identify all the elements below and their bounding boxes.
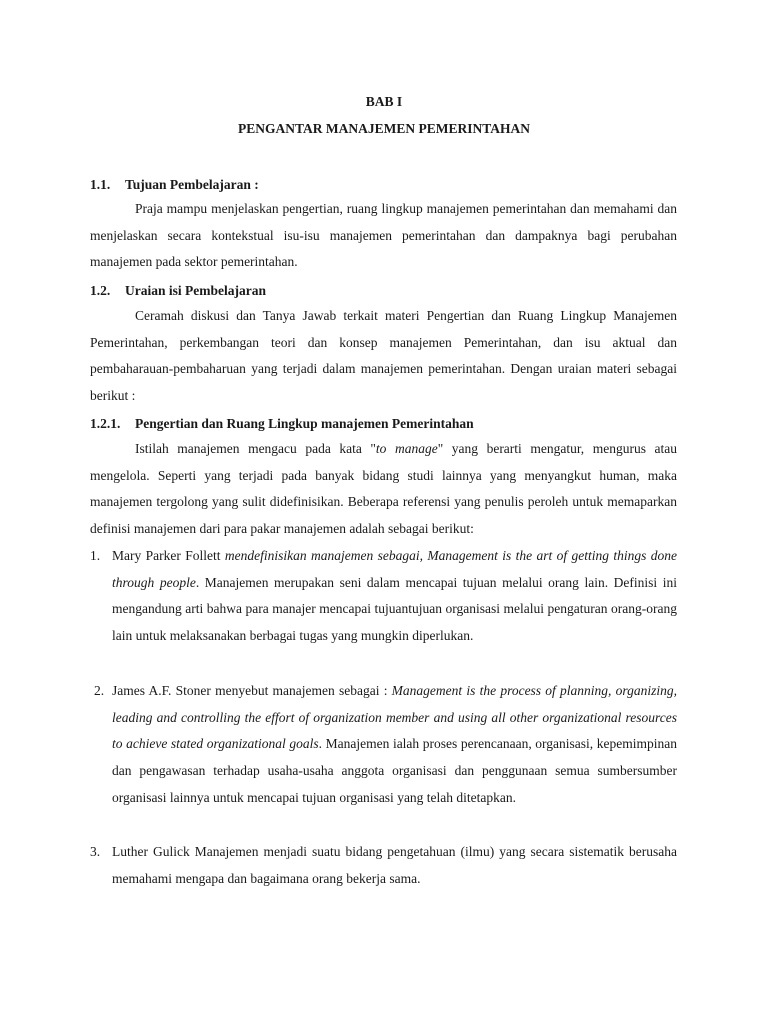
list-item-lead: James A.F. Stoner menyebut manajemen sebagai : bbox=[112, 683, 392, 698]
section-title: Uraian isi Pembelajaran bbox=[125, 283, 266, 298]
list-item-text: Luther Gulick Manajemen menjadi suatu bidang pengetahuan (ilmu) yang secara sistematik berusaha memahami mengapa dan bagaimana orang bekerja sama. bbox=[112, 844, 677, 886]
section-title: Tujuan Pembelajaran : bbox=[125, 177, 259, 192]
list-item-quote: Management is the process of planning, organizing, leading and controlling the effort of organization member and using all other organizational resources to achieve stated organizational goals bbox=[112, 683, 677, 752]
section-heading-uraian bbox=[90, 282, 266, 300]
list-item-gulick bbox=[90, 839, 677, 892]
section-heading-tujuan bbox=[90, 176, 259, 194]
section-number: 1.2. bbox=[90, 283, 111, 298]
list-item-follett bbox=[90, 543, 677, 650]
paragraph-uraian: Ceramah diskusi dan Tanya Jawab terkait materi Pengertian dan Ruang Lingkup Manajemen Pemerintahan, perkembangan teori dan konsep manajemen Pemerintahan, dan isu aktual dan pembaharauan-pembaharuan yang terjadi dalam manajemen pemerintahan. Dengan uraian materi sebagai berikut : bbox=[90, 308, 677, 404]
paragraph-tujuan: Praja mampu menjelaskan pengertian, ruang lingkup manajemen pemerintahan dan memahami dan menjelaskan secara kontekstual isu-isu manajemen pemerintahan dan dampaknya bagi perubahan manajemen pada sektor pemerintahan. bbox=[90, 201, 677, 270]
list-item-lead: Mary Parker Follett bbox=[112, 548, 225, 563]
istilah-text-start: Istilah manajemen mengacu pada kata " bbox=[135, 441, 376, 456]
section-number: 1.2.1. bbox=[90, 416, 121, 431]
istilah-term: to manage bbox=[375, 441, 438, 456]
list-marker: 3. bbox=[90, 844, 101, 859]
istilah-text-end: " yang berarti mengatur, mengurus atau mengelola. Seperti yang terjadi pada banyak bidang studi lainnya yang menyangkut human, maka manajemen tergolong yang sulit didefinisikan. Beberapa referensi yang penulis peroleh untuk memaparkan definisi manajemen dari para pakar manajemen adalah sebagai berikut: bbox=[90, 441, 677, 537]
section-title: Pengertian dan Ruang Lingkup manajemen Pemerintahan bbox=[135, 416, 474, 431]
section-number: 1.1. bbox=[90, 177, 111, 192]
list-item-text: . Manajemen merupakan seni dalam mencapai tujuan melalui orang lain. Definisi ini mengandung arti bahwa para manajer mencapai tujuantujuan organisasi melalui pengaturan orang-orang lain untuk melaksanakan berbagai tugas yang mungkin diperlukan. bbox=[112, 574, 677, 644]
chapter-title: PENGANTAR MANAJEMEN PEMERINTAHAN bbox=[238, 121, 530, 136]
list-item-text: . Manajemen ialah proses perencanaan, organisasi, kepemimpinan dan pengawasan terhadap usaha-usaha anggota organisasi dan penggunaan semua sumbersumber organisasi lainnya untuk mencapai tujuan organisasi yang telah ditetapkan. bbox=[112, 736, 677, 805]
list-item-stoner bbox=[94, 678, 677, 812]
section-heading-pengertian bbox=[90, 415, 474, 433]
list-item-quote: mendefinisikan manajemen sebagai, Management is the art of getting things done through people bbox=[112, 548, 677, 590]
list-marker: 2. bbox=[94, 683, 105, 698]
chapter-label: BAB I bbox=[365, 94, 403, 109]
paragraph-istilah bbox=[90, 436, 677, 543]
list-marker: 1. bbox=[90, 548, 101, 563]
